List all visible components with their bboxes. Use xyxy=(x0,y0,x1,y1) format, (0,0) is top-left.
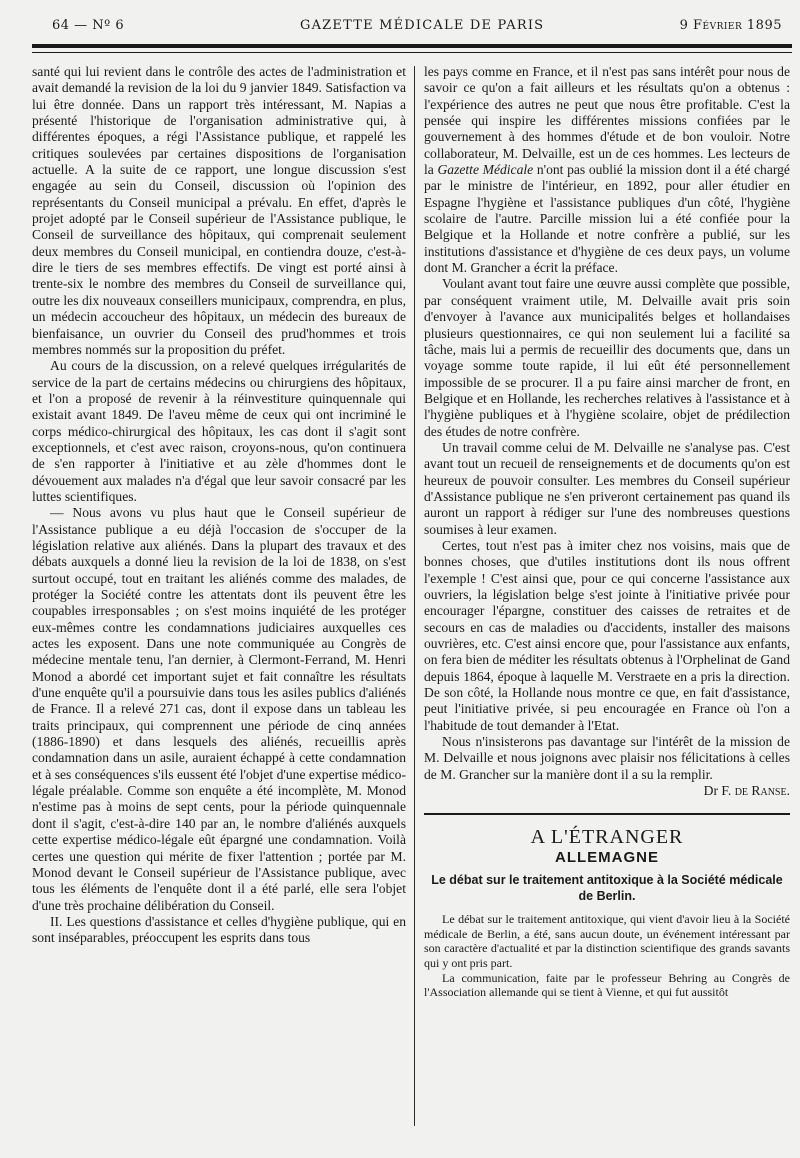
right-column xyxy=(424,64,790,1000)
paragraph xyxy=(424,64,790,276)
paragraph: Au cours de la discussion, on a relevé quelques irrégularités de service de la part de certains médecins ou chirurgiens des hôpitaux, et l'on a proposé de revenir à la réinvestiture quinquennale qui existait avant 1849. De l'aveu même de ceux qui ont incriminé le corps médico-chirurgical des hôpitaux, les cas dont il s'agit sont exceptionnels, et c'est avec raison, croyons-nous, qu'on continuera de s'en rapporter à l'initiative et au zèle d'hommes dont le dévouement aux malades n'a d'égal que leur savoir consacré par les luttes scientifiques. xyxy=(32,358,406,504)
left-column xyxy=(32,64,406,947)
article-title: Le débat sur le traitement antitoxique à la Société médicale de Berlin. xyxy=(431,873,783,904)
paragraph: La communication, faite par le professeur Behring au Congrès de l'Association allemande qui se tient à Vienne, et qui fut aussitôt xyxy=(424,970,790,1000)
signature-prefix: Dr F. xyxy=(703,783,732,799)
paragraph: — Nous avons vu plus haut que le Conseil supérieur de l'Assistance publique a eu déjà l'occasion de s'occuper de la législation relative aux aliénés. Dans la plupart des travaux et des débats auxquels a donné lieu la revision de la loi de 1838, on s'est surtout occupé, tout en traitant les aliénés comme des malades, de protéger la Société contre les attentats dont ils peuvent être les coupables irresponsables ; on s'est moins inquiété de les protéger eux-mêmes contre les condamnations judiciaires auxquelles ces actes les exposent. Dans une note communiquée au Congrès de médecine mentale tenu, l'an dernier, à Clermont-Ferrand, M. Henri Monod a abordé cet important sujet et fait connaître les résultats d'une enquête qu'il a poursuivie dans tous les asiles publics d'aliénés de France. Il a relevé 271 cas, dont il expose dans un tableau les traits principaux, qui comprennent une période de cinq années (1886-1890) et dans lesquels des aliénés, recueillis après condamnation dans un asile, auraient échappé à cette condamnation et à ses conséquences s'ils eussent été l'objet d'une expertise médico-légale préalable. Comme son enquête a été incomplète, M. Monod n'estime pas à moins de sept cents, pour la période quinquennale dont il s'agit, c'est-à-dire 140 par an, le nombre d'aliénés auxquels cette expertise médico-légale eût épargné une condamnation. Voilà certes une question qui mérite de fixer l'attention ; portée par M. Monod devant le Conseil supérieur de l'Assistance publique, avec tous les éléments de l'enquête dont il a été parlé, elle sera l'objet d'une très prochaine délibération du Conseil. xyxy=(32,505,406,913)
running-header xyxy=(30,16,782,38)
paragraph: Certes, tout n'est pas à imiter chez nos voisins, mais que de bonnes choses, que d'utiles institutions dont ils nous offrent l'exemple ! C'est ainsi que, pour ce qui concerne l'assistance aux ouvriers, la législation belge s'est jointe à l'initiative privée pour encourager l'épargne, constituer des caisses de retraites et de secours en cas de maladies ou d'accidents, installer des maisons ouvrières, etc. C'est ainsi encore que, pour l'assistance aux enfants, on fera bien de méditer les résultats obtenus à l'Orphelinat de Gand depuis 1864, époque à laquelle M. Verstraete en a pris la direction. De son côté, la Hollande nous montre ce que, en fait d'assistance, peut l'initiative privée, si peu encouragée en France où l'on a l'habitude de tout demander à l'Etat. xyxy=(424,537,790,733)
paragraph: Le débat sur le traitement antitoxique, qui vient d'avoir lieu à la Société médicale de Berlin, a été, sans aucun doute, un événement intéressant par son caractère d'actualité et par la distinction scientifique des grands savants qui y ont pris part. xyxy=(424,912,790,970)
paragraph-text: les pays comme en France, et il n'est pas sans intérêt pour nous de savoir ce qu'on a fait ailleurs et les résultats qu'on a obtenus : l'expérience des autres ne peut que nous être profitable. C'est la pensée qui inspire les différentes missions confiées par le gouvernement à des hommes d'étude et de bon vouloir. Notre collaborateur, M. Delvaille, est un de ces hommes. Les lecteurs de la xyxy=(424,64,790,178)
paragraph: Voulant avant tout faire une œuvre aussi complète que possible, par conséquent vraiment utile, M. Delvaille avait pris soin d'envoyer à l'avance aux municipalités belges et hollandaises plusieurs questionnaires, ce qui non seulement lui a facilité sa tâche, mais lui a permis de recueillir des documents que, dans un voyage somme toute rapide, il lui eût été personnellement impossible de se procurer. Il a pu faire ainsi marcher de front, en Belgique et en Hollande, les recherches relatives à l'assistance et à l'hygiène publiques et à l'hygiène scolaire, objet de prédilection des études de notre confrère. xyxy=(424,276,790,439)
column-divider xyxy=(414,66,415,1126)
section-title: A L'ÉTRANGER xyxy=(530,826,684,849)
country-heading: ALLEMAGNE xyxy=(555,848,659,866)
paragraph: Nous n'insisterons pas davantage sur l'intérêt de la mission de M. Delvaille et nous joignons avec plaisir nos félicitations à celles de M. Grancher sur la manière dont il a su la remplir. xyxy=(424,734,790,782)
paragraph: II. Les questions d'assistance et celles d'hygiène publique, qui en sont inséparables, préoccupent les esprits dans tous xyxy=(32,913,406,946)
signature xyxy=(424,783,790,799)
header-rule-thin xyxy=(32,52,792,53)
journal-title: GAZETTE MÉDICALE DE PARIS xyxy=(300,18,545,33)
paragraph: santé qui lui revient dans le contrôle des actes de l'administration et avait demandé la revision de la loi du 9 janvier 1849. Satisfaction va lui être donnée. Dans un rapport très intéressant, M. Napias a présenté l'historique de l'organisation administrative qui, à différentes époques, a régi l'Assistance publique, et rappelé les critiques soulevées par certaines dispositions de l'organisation actuelle. A la suite de ce rapport, une longue discussion s'est engagée au sein du Conseil, discussion où l'opinion des représentants du Conseil municipal a prévalu. En effet, d'après le projet adopté par le Conseil supérieur de l'Assistance publique, le Conseil de surveillance des hôpitaux, qui comprenait seulement deux membres du Conseil municipal, en contiendra douze, c'est-à-dire le tiers de ses membres effectifs. De vingt est porté ainsi à trente-six le nombre des membres du Conseil de surveillance qui, outre les dix nouveaux conseillers municipaux, comprendra, en plus, un médecin accoucheur des hôpitaux, un médecin des bureaux de bienfaisance, un ouvrier du Conseil des prud'hommes et trois membres nommés sur la proposition du préfet. xyxy=(32,64,406,357)
signature-name: de Ranse. xyxy=(734,783,790,799)
paragraph-text: n'ont pas oublié la mission dont il a été chargé par le ministre de l'intérieur, en 1892, pour aller étudier en Espagne l'hygiène et l'assistance publiques d'un côté, l'hygiène scolaire de l'autre. Parcille mission lui a été confiée pour la Belgique et la Hollande et notre confrère a publié, sur les institutions d'assistance et d'hygiène de ces deux pays, un volume dont M. Grancher a écrit la préface. xyxy=(424,162,790,276)
journal-name-italic: Gazette Médicale xyxy=(437,162,534,178)
issue-date: 9 Février 1895 xyxy=(679,18,782,33)
page-number: 64 — Nº 6 xyxy=(52,18,125,33)
header-rule-thick xyxy=(32,44,792,48)
section-rule xyxy=(424,813,790,815)
paragraph: Un travail comme celui de M. Delvaille ne s'analyse pas. C'est avant tout un recueil de renseignements et de documents qu'on est heureux de pouvoir consulter. Les membres du Conseil supérieur d'Assistance publique ne s'en priveront certainement pas quand ils auront un rapport à rédiger sur l'une des nombreuses questions soumises à leur examen. xyxy=(424,439,790,537)
